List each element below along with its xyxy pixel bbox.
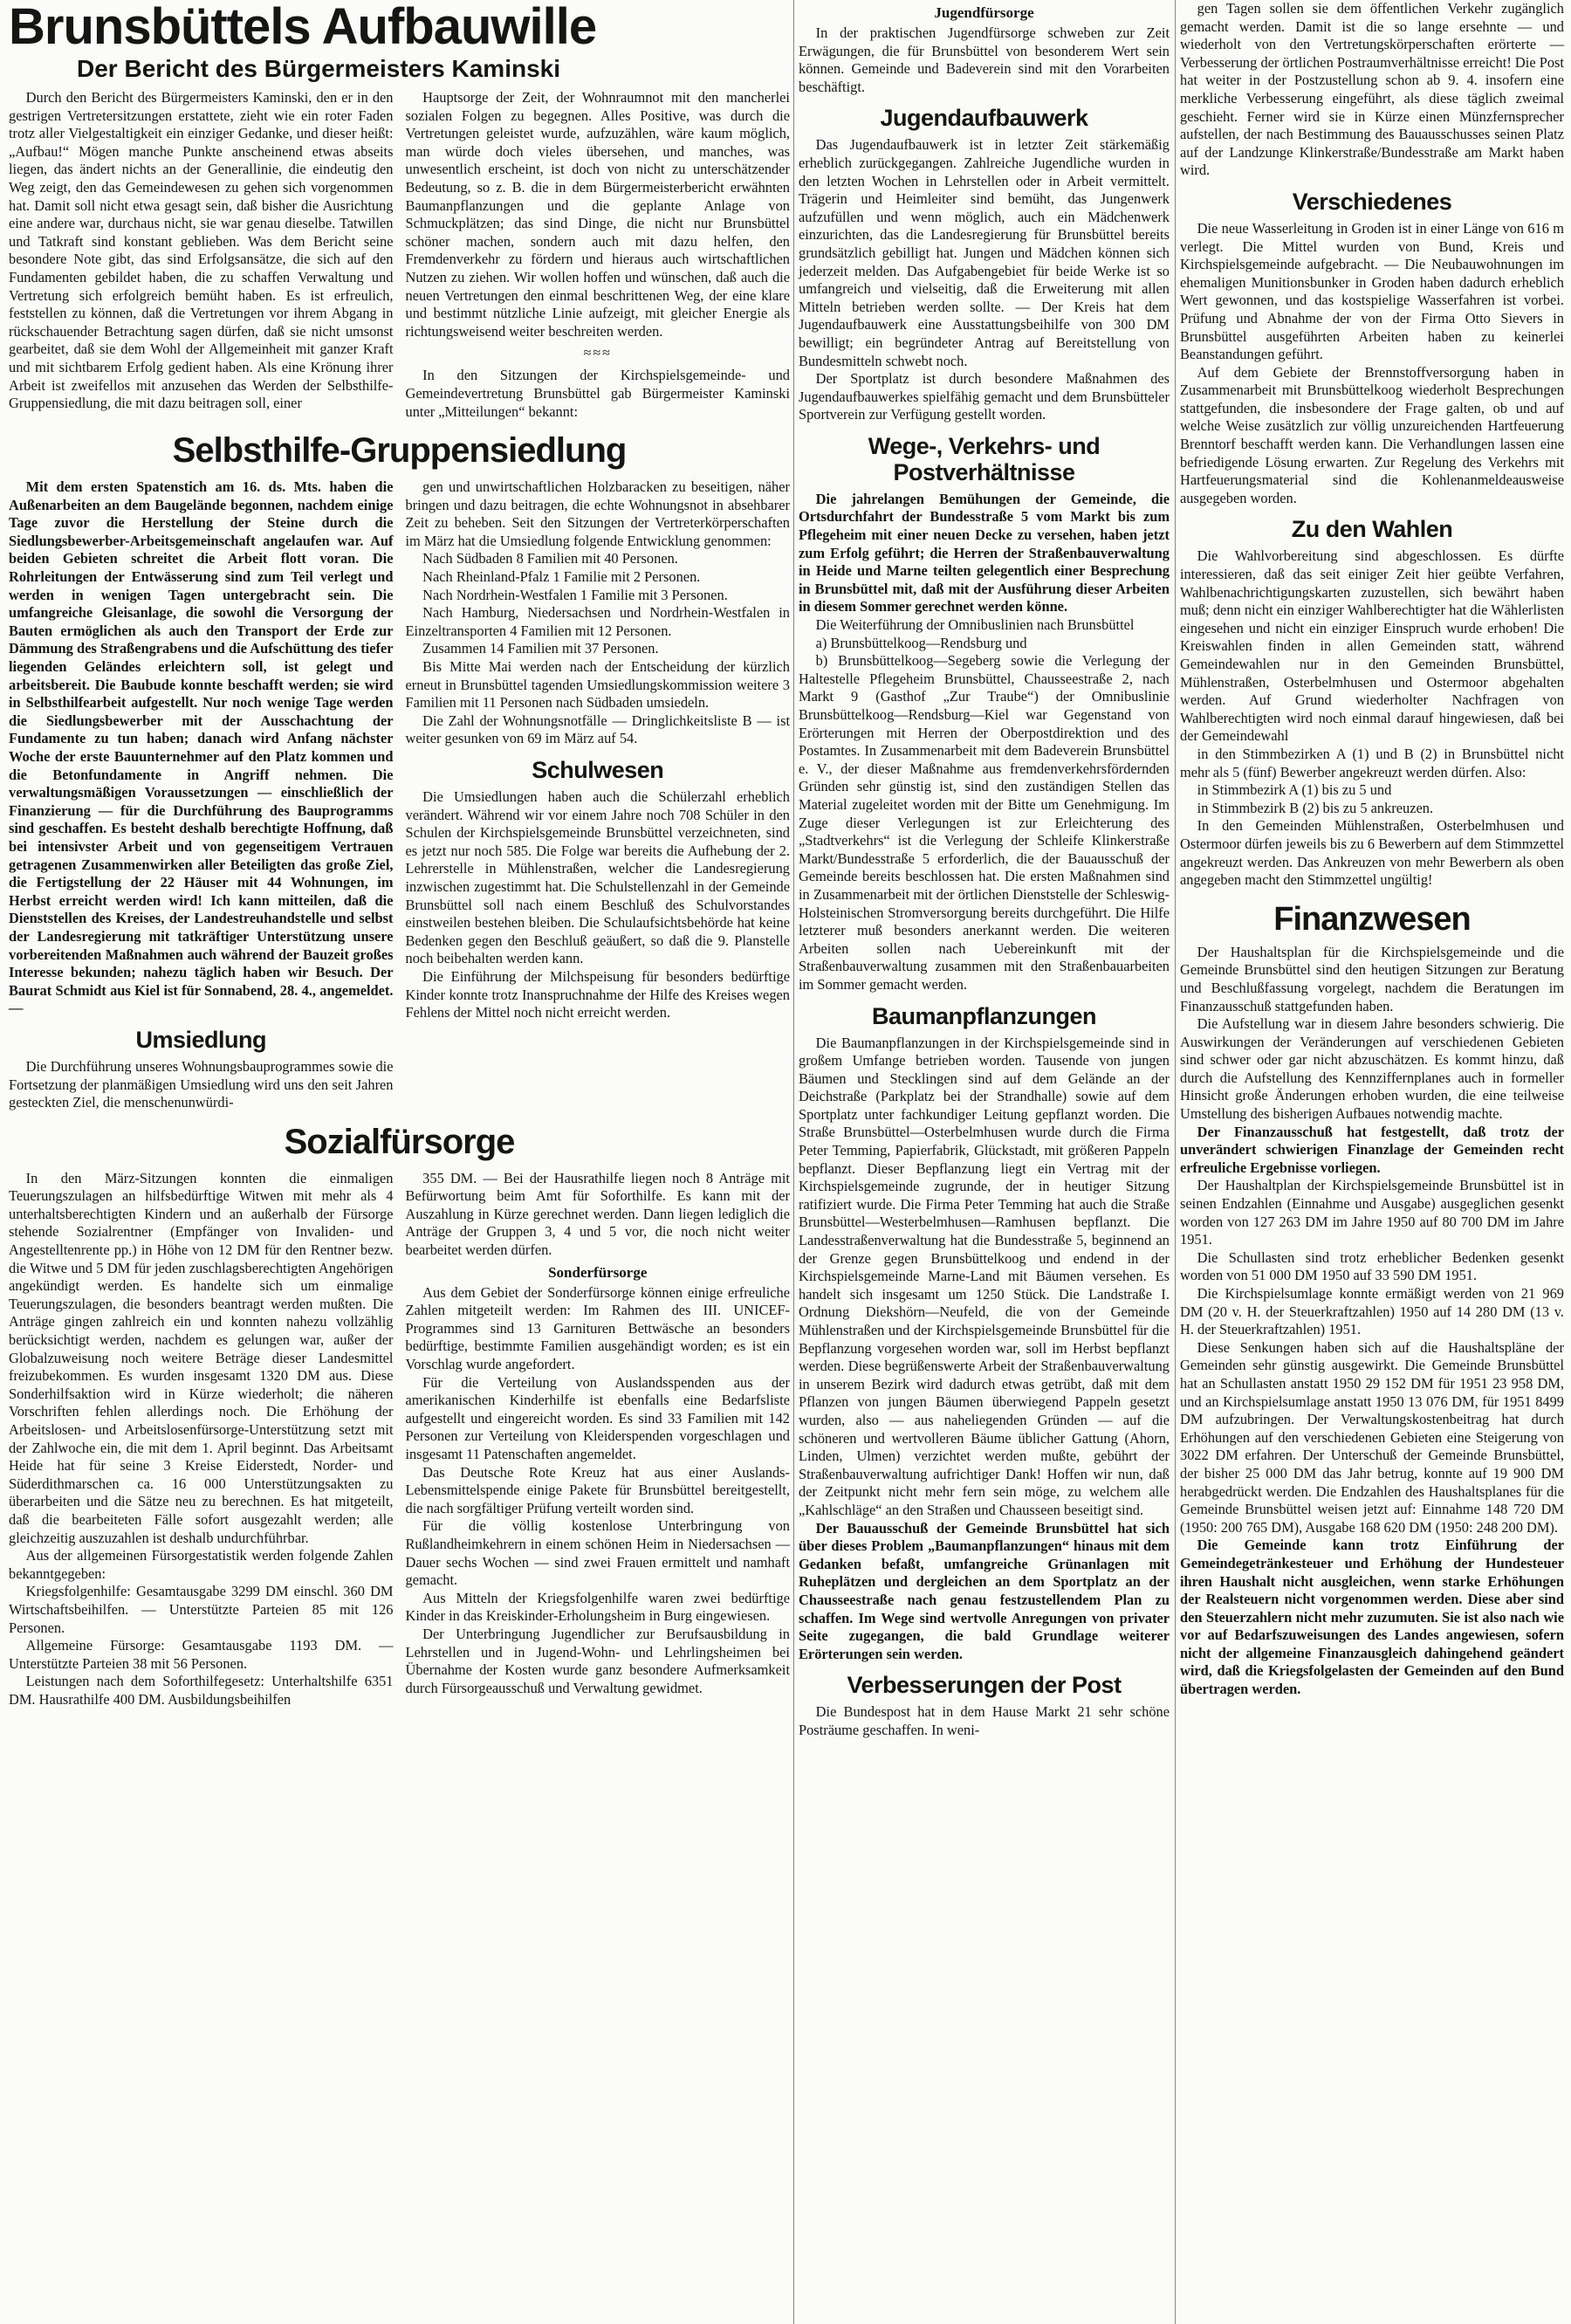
section-heading: Verschiedenes	[1292, 188, 1452, 215]
intro-column-1	[9, 89, 394, 421]
paragraph: Der Unterbringung Jugendlicher zur Berufsausbildung in Lehrstellen und in Jugend-Wohn- und Lehrlingsheimen bei Übernahme der Kosten wurde ganz besondere Aufmerksamkeit durch Fürsorgeausschuß und Verwaltung gewidmet.	[405, 1625, 790, 1696]
paragraph: Kriegsfolgenhilfe: Gesamtausgabe 3299 DM einschl. 360 DM Wirtschaftsbeihilfen. — Unterstützte Parteien 85 mit 126 Personen.	[9, 1583, 394, 1636]
section-heading: Baumanpflanzungen	[871, 1002, 1096, 1029]
paragraph: Mit dem ersten Spatenstich am 16. ds. Mts. haben die Außenarbeiten an dem Baugelände begonnen, nachdem einige Tage zuvor die Herstellung der Steine durch die Siedlungsbewerber-Arbeitsgemeinschaft angelaufen war. Auf beiden Gebieten schreitet die Arbeit flott voran. Die Rohrleitungen der Entwässerung sind zum Teil verlegt und werden in wenigen Tagen untergebracht sein. Die umfangreiche Gleisanlage, die sowohl die Versorgung der Bauten ermöglichen als auch den Transport der Erde zur Dämmung des Straßengrabens und die Aufschüttung des tiefer liegenden Geländes erleichtern soll, ist gelegt und arbeitsbereit. Die Baubude konnte beschafft werden; sie wird in Selbsthilfearbeit aufgestellt. Nur noch wenige Tage werden die Siedlungsbewerber mit der Ausschachtung der Fundamente zu tun haben; danach wird Anfang nächster Woche der erste Bauunternehmer auf den Platz kommen und die Betonfundamente in Angriff nehmen. Die verwaltungsmäßigen Voraussetzungen — einschließlich der Finanzierung — für die Durchführung des Bauprogramms sind geschaffen. Es besteht deshalb berechtigte Hoffnung, daß bei intensivster Arbeit und von gegenseitigem Vertrauen getragenen Zusammenwirken aller Beteiligten das große Ziel, die Fertigstellung der 22 Häuser mit 44 Wohnungen, im Herbst erreicht werden wird! Ich kann mitteilen, daß die Dienststellen des Kreises, der Landestreuhandstelle und selbst der Landesregierung mit tatkräftiger Unterstützung unsere vorbereitenden Maßnahmen auch während der Bauzeit großes Interesse bekunden; nahezu täglich haben wir Besuch. Der Baurat Schmidt aus Kiel ist für Sonnabend, 28. 4., angemeldet. —	[9, 478, 394, 1017]
paragraph: Die jahrelangen Bemühungen der Gemeinde, die Ortsdurchfahrt der Bundesstraße 5 vom Markt bis zum Pflegeheim mit einer neuen Decke zu versehen, haben jetzt zum Erfolg geführt; die Herren der Straßenbauverwaltung in Heide und Marne teilten gelegentlich einer Besprechung in Brunsbüttel mit, daß mit der Ausführung dieser Arbeiten in diesem Sommer gerechnet werden könne.	[799, 490, 1170, 615]
paragraph: Diese Senkungen haben sich auf die Haushaltspläne der Gemeinden sehr günstig ausgewirkt. Die Gemeinde Brunsbüttel hat an Schullasten anstatt 1950 29 152 DM für 1951 23 958 DM, und an Kirchspielsumlage anstatt 1950 13 076 DM, für 1951 8499 DM aufzubringen. Der Verwaltungskostenbeitrag hat durch Erhöhungen auf den verschiedenen Gebieten eine Steigerung von 3022 DM erfahren. Der Unterschuß der Gemeinde Brunsbüttel, der bisher 25 000 DM das Jahr betrug, konnte auf 19 900 DM herabgedrückt werden. Die Endzahlen des Haushaltsplanes für die Gemeinde Brunsbüttel weisen jetzt auf: Einnahme 148 720 DM (1950: 200 765 DM), Ausgabe 168 620 DM (1950: 248 200 DM).	[1180, 1338, 1564, 1536]
paragraph: Leistungen nach dem Soforthilfegesetz: Unterhaltshilfe 6351 DM. Hausrathilfe 400 DM. Ausbildungsbeihilfen	[9, 1673, 394, 1708]
paragraph: Das Jugendaufbauwerk ist in letzter Zeit stärkemäßig erheblich zurückgegangen. Zahlreiche Jugendliche wurden in den letzten Wochen in Lehrstellen oder in Arbeit vermittelt. Trägerin und Heimleiter sind bemüht, das Jungenwerk aufzufüllen und wenn möglich, auch ein Mädchenwerk einzurichten, das die Landesregierung für Brunsbüttel bereits grundsätzlich gebilligt hat. Jungen und Mädchen können sich jederzeit melden. Das Aufgabengebiet für beide Werke ist so umfangreich und vielseitig, daß die Erweiterung mit allen Mitteln betrieben werden sollte. — Der Kreis hat dem Jugendaufbauwerk eine Ausstattungsbeihilfe von 300 DM bewilligt; ein begründeter Antrag auf Bereitstellung von Bundesmitteln schwebt noch.	[799, 136, 1170, 369]
section-heading: Zu den Wahlen	[1291, 516, 1453, 543]
paragraph: In den Gemeinden Mühlenstraßen, Osterbelmhusen und Ostermoor dürfen jeweils bis zu 6 Bewerbern auf dem Stimmzettel angekreuzt werden. Das Ankreuzen von mehr Bewerbern als oben angegeben macht den Stimmzettel ungültig!	[1180, 817, 1564, 889]
section-heading: Finanzwesen	[1273, 900, 1471, 938]
paragraph: Die Einführung der Milchspeisung für besonders bedürftige Kinder konnte trotz Inanspruchnahme der Hilfe des Kreises wegen Fehlens der Mittel noch nicht erreicht werden.	[405, 967, 790, 1021]
paragraph: Nach Südbaden 8 Familien mit 40 Personen.	[422, 550, 678, 567]
paragraph: Die Zahl der Wohnungsnotfälle — Dringlichkeitsliste B — ist weiter gesunken von 69 im März auf 54.	[405, 712, 790, 747]
section-heading: Umsiedlung	[135, 1026, 266, 1053]
paragraph: Zusammen 14 Familien mit 37 Personen.	[422, 640, 659, 657]
paragraph: Das Deutsche Rote Kreuz hat aus einer Auslands-Lebensmittelspende einige Pakete für Brunsbüttel bereitgestellt, die nach sorgfältiger Prüfung verteilt worden sind.	[405, 1463, 790, 1516]
paragraph: Die Umsiedlungen haben auch die Schülerzahl erheblich verändert. Während wir vor einem Jahre noch 708 Schüler in den Schulen der Kirchspielsgemeinde Brunsbüttel verzeichneten, sind es jetzt nur noch 585. Die Folge war bereits die Aufhebung der 2. Lehrerstelle in Mühlenstraßen, welcher die Landesregierung inzwischen zugestimmt hat. Die Schulstellenzahl in der Gemeinde Brunsbüttel soll nach einem Beschluß des Schulvorstandes einstweilen bestehen bleiben. Die Schulaufsichtsbehörde hat keine Bedenken gegen den Beschluß geäußert, so daß die 9. Planstelle noch beibehalten werden kann.	[405, 788, 790, 967]
paragraph: in Stimmbezirk A (1) bis zu 5 und	[1197, 781, 1392, 799]
section-heading: Schulwesen	[532, 757, 664, 783]
paragraph: in Stimmbezirk B (2) bis zu 5 ankreuzen.	[1197, 799, 1434, 816]
paragraph: Die Durchführung unseres Wohnungsbauprogrammes sowie die Fortsetzung der planmäßigen Umsiedlung wird uns den seit Jahren gesteckten Ziel, die menschenunwürdi-	[9, 1057, 394, 1111]
paragraph: Die Kirchspielsumlage konnte ermäßigt werden von 21 969 DM (20 v. H. der Steuerkraftzahlen) 1950 auf 14 280 DM (13 v. H. der Steuerkraftzahlen) 1951.	[1180, 1285, 1564, 1338]
paragraph: in den Stimmbezirken A (1) und B (2) in Brunsbüttel nicht mehr als 5 (fünf) Bewerber angekreuzt werden dürfen. Also:	[1180, 745, 1564, 780]
paragraph: Der Sportplatz ist durch besondere Maßnahmen des Jugendaufbauwerkes spielfähig gemacht und dem Brunsbütteler Sportverein zur Verfügung gestellt worden.	[799, 370, 1170, 423]
paragraph: Die Wahlvorbereitung sind abgeschlossen. Es dürfte interessieren, daß das seit einiger Zeit hier geübte Verfahren, Wahlbenachrichtigungskarten zuzustellen, sich bewährt haben muß; denn nicht ein einziger Wahlberechtigter hat die Wählerlisten eingesehen und nicht ein einziger Einspruch wurde erhoben! Die Kreiswahlen finden in allen Gemeinden statt, während Gemeindewahlen nur in den Gemeinden Brunsbüttel, Mühlenstraßen, Osterbelmhusen und Ostermoor abgehalten werden. Auf Grund wiederholter Nachfragen von Wahlberechtigten wird noch einmal darauf hingewiesen, daß bei der Gemeindewahl	[1180, 547, 1564, 745]
paragraph: b) Brunsbüttelkoog—Segeberg sowie die Verlegung der Haltestelle Pflegeheim Brunsbüttel, Chausseestraße 2, nach Markt 9 (Gasthof „Zur Traube“) der Omnibuslinie Brunsbüttelkoog—Rendsburg—Kiel war Gegenstand von Erörterungen mit Herren der Oberpostdirektion und des Postamtes. In Zusammenarbeit mit dem Badeverein Brunsbüttel e. V., der dieser Maßnahme aus fremdenverkehrsfördernden Gründen sehr günstig ist, sind den zuständigen Stellen das Material zugeleitet worden mit der Bitte um Genehmigung. Im Zuge dieser Verlegungen ist zur Erleichterung des „Stadtverkehrs“ ist die Verlegung der Schleife Klinkerstraße Markt/Bundesstraße 5 erforderlich, die der Bauausschuß der Gemeinde bereits beschlossen hat. Die ersten Maßnahmen sind in Zusammenarbeit mit der örtlichen Dienststelle der Schleswig-Holsteinischen Stromversorgung bereits durchgeführt. Die Hilfe letzterer muß besonders anerkannt werden. Die weiteren Arbeiten sollen nach Uebereinkunft mit der Straßenbauverwaltung zusammen mit den Straßenbauarbeiten im Sommer gemacht werden.	[799, 652, 1170, 993]
paragraph: Die Baumanpflanzungen in der Kirchspielsgemeinde sind in großem Umfange betrieben worden. Tausende von jungen Bäumen und Stecklingen sind auf dem Gelände an der Deichstraße (Parkplatz bei der Strandhalle) sowie auf dem Sportplatz unter fachkundiger Leitung gepflanzt worden. Die Straße Brunsbüttel—Osterbelmhusen wurde durch die Firma Peter Temming, Papierfabrik, Glückstadt, mit größeren Pappeln bepflanzt. Dieser Bepflanzung liegt ein Vertrag mit der Kirchspielsgemeinde zugrunde, der in heutiger Sitzung ratifiziert wurde. Die Firma Peter Temming hat auch die Straße Brunsbüttel—Westerbelmhusen—Ramhusen bepflanzt. Die Landesstraßenverwaltung hat die Bundesstraße 5, beginnend an der Grenze gegen Brunsbüttelkoog und endend in der Kirchspielsgemeinde Marne-Land mit Bäumen versehen. Es handelt sich insgesamt um 1250 Stück. Die Landstraße I. Ordnung Diekshörn—Neufeld, die von der Gemeinde Mühlenstraßen und der Kirchspielsgemeinde Brunsbüttel für die Bepflanzung vorgesehen worden war, soll im Herbst bepflanzt werden. Diese begrüßenswerte Arbeit der Straßenbauverwaltung in unserem Bezirk wird dadurch etwas getrübt, daß mit dem Pflanzen von jungen Bäumen überwiegend Pappeln gesetzt wurden, also — aus naheliegenden Gründen — auf die schöneren und wertvolleren Bäume üblicher Gattung (Ahorn, Linden, Ulmen) verzichtet werden mußte, gebührt der Straßenbauverwaltung aufrichtiger Dank! Hoffen wir nun, daß der Zeitpunkt nicht mehr fern sein möge, zu welchem alle „Kahlschläge“ an den Straßen und Chausseen beseitigt sind.	[799, 1034, 1170, 1518]
paragraph: Aus dem Gebiet der Sonderfürsorge können einige erfreuliche Zahlen mitgeteilt werden: Im Rahmen des III. UNICEF-Programmes sind 13 Garnituren Bettwäsche an besonders bedürftige, bestimmte Familien ausgehändigt worden; es ist ein Vorschlag wurde angefordert.	[405, 1283, 790, 1373]
paragraph: Für die völlig kostenlose Unterbringung von Rußlandheimkehrern in einem schönen Heim in Niedersachsen — Dauer sechs Wochen — sind zwei Frauen ermittelt und namhaft gemacht.	[405, 1517, 790, 1589]
paragraph: Nach Rheinland-Pfalz 1 Familie mit 2 Personen.	[422, 568, 701, 586]
section-heading: Sonderfürsorge	[548, 1263, 648, 1281]
paragraph: Aus der allgemeinen Fürsorgestatistik werden folgende Zahlen bekanntgegeben:	[9, 1547, 394, 1582]
paragraph: Durch den Bericht des Bürgermeisters Kaminski, den er in den gestrigen Vertretersitzungen erstattete, zieht wie ein roter Faden trotz aller Vielgestaltigkeit ein einziger Gedanke, und dieser heißt: „Aufbau!“ Mögen manche Punkte anscheinend etwas abseits liegen, das ändert nichts an der Generallinie, die eindeutig den Weg zeigt, den das Gemeindewesen zu gehen sich vorgenommen hat. Damit soll nicht etwa gesagt sein, daß bisher die Ausrichtung eine andere war, durchaus nicht, sie war genau dieselbe. Tatwillen und Tatkraft sind konstant geblieben. Was dem Bericht seine besondere Note gibt, das sind Erfolgsansätze, die sich auf den Fundamenten gebildet haben, die zu schaffen Verwaltung und Vertretung sich erfolgreich bemüht haben. Es ist erfreulich, feststellen zu können, daß die Vertretungen vor ihrem Abgang in rückschauender Betrachtung sagen dürfen, daß sie nicht umsonst gearbeitet, daß sie dem Wohl der Allgemeinheit mit ganzer Kraft und mit sichtbarem Erfolg gedient haben. Als eine Krönung ihrer Arbeit ist zweifellos mit anzusehen das Werden der Selbsthilfe-Gruppensiedlung, die mit dazu beitragen soll, einer	[9, 89, 394, 412]
selbsthilfe-columns	[9, 478, 790, 1112]
paragraph: Der Haushaltsplan für die Kirchspielsgemeinde und die Gemeinde Brunsbüttel sind den heutigen Sitzungen zur Beratung und Beschlußfassung vorgelegt, nachdem die Beratungen im Finanzausschuß stattgefunden haben.	[1180, 943, 1564, 1014]
paragraph: Auf dem Gebiete der Brennstoffversorgung haben in Zusammenarbeit mit Brunsbüttelkoog wiederholt Besprechungen stattgefunden, die insbesondere der Frage galten, ob und auf welche Weise zusätzlich zur völlig unzureichenden Hartfeuerung Brenntorf beschafft werden kann. Die Verhandlungen lassen eine befriedigende Lösung erwarten. Zur Regelung des Verkehrs mit Hartfeuerungsmaterial sind die Kohlenanmeldeausweise ausgegeben worden.	[1180, 363, 1564, 506]
section-heading: Verbesserungen der Post	[847, 1672, 1122, 1699]
selbsthilfe-column-2	[406, 478, 791, 1112]
paragraph: Die Gemeinde kann trotz Einführung der Gemeindegetränkesteuer und Erhöhung der Hundesteuer ihren Haushalt nicht ausgleichen, wenn starke Erhöhungen der Realsteuern nicht vorgenommen werden. Diese aber sind den Steuerzahlern nicht mehr zuzumuten. Sie ist also nach wie vor auf Bedarfszuweisungen des Landes angewiesen, sofern nicht der allgemeine Finanzausgleich dahingehend geändert wird, daß die Kriegsfolgelasten der Gemeinden auf den Bund übertragen werden.	[1180, 1537, 1564, 1698]
intro-columns	[9, 89, 790, 421]
column-rule	[793, 0, 794, 2324]
sozial-column-1	[9, 1170, 394, 1709]
paragraph: Für die Verteilung von Auslandsspenden aus der amerikanischen Kinderhilfe ist ebenfalls eine Bedarfsliste aufgestellt und eingereicht worden. Es sind 33 Familien mit 142 Personen zur Verteilung von Kleiderspenden vorgeschlagen und insgesamt 11 Patenschaften angemeldet.	[405, 1373, 790, 1462]
paragraph: Die Schullasten sind trotz erheblicher Bedenken gesenkt worden von 51 000 DM 1950 auf 33 590 DM 1951.	[1180, 1248, 1564, 1284]
section-heading: Wege-, Verkehrs- und Postverhältnisse	[868, 432, 1101, 485]
section-heading-selbsthilfe: Selbsthilfe-Gruppensiedlung	[172, 431, 627, 471]
section-heading-sozialfuersorge: Sozialfürsorge	[284, 1122, 515, 1161]
paragraph: Allgemeine Fürsorge: Gesamtausgabe 1193 DM. — Unterstützte Parteien 38 mit 56 Personen.	[9, 1637, 394, 1672]
paragraph: gen und unwirtschaftlichen Holzbaracken zu beseitigen, näher bringen und dazu beitragen, die echte Wohnungsnot in absehbarer Zeit zu beheben. Seit den Sitzungen der Vertreterkörperschaften im März hat die Umsiedlung folgende Entwicklung genommen:	[405, 478, 790, 549]
paragraph: In den Sitzungen der Kirchspielsgemeinde- und Gemeindevertretung Brunsbüttel gab Bürgermeister Kaminski unter „Mitteilungen“ bekannt:	[405, 367, 790, 420]
column-3	[799, 0, 1170, 1739]
lead-article	[9, 0, 790, 1709]
paragraph: Nach Hamburg, Niedersachsen und Nordrhein-Westfalen in Einzeltransporten 4 Familien mit 12 Personen.	[405, 604, 790, 639]
selbsthilfe-column-1	[9, 478, 394, 1112]
paragraph: Hauptsorge der Zeit, der Wohnraumnot mit den mancherlei sozialen Folgen zu begegnen. Alles Positive, was durch die Vertretungen geleistet wurde, aufzuzählen, wäre kaum möglich, man würde doch vieles übersehen, und manches, was unwesentlich erscheint, ist doch von nicht zu unterschätzender Bedeutung, so z. B. die in dem Bürgermeisterbericht erwähnten Baumanpflanzungen und die geplante Anlage von Schmuckplätzen; das sind Dinge, die nicht nur Brunsbüttel schöner machen, sondern auch mit dazu helfen, den Fremdenverkehr zu fördern und hieraus auch wirtschaftlichen Nutzen zu ziehen. Wir wollen hoffen und wünschen, daß auch die neuen Vertretungen den einmal beschrittenen Weg, der eine klare und bestimmt nützliche Linie aufzeigt, mit gleicher Energie als richtungsweisend weiter beschreiten werden.	[405, 89, 790, 340]
paragraph: Die Bundespost hat in dem Hause Markt 21 sehr schöne Posträume geschaffen. In weni-	[799, 1703, 1170, 1738]
paragraph: In der praktischen Jugendfürsorge schweben zur Zeit Erwägungen, die für Brunsbüttel von besonderem Wert sein können. Gemeinde und Badeverein sind mit den Vorarbeiten beschäftigt.	[799, 24, 1170, 95]
sozial-columns	[9, 1170, 790, 1709]
column-4	[1180, 0, 1564, 1699]
paragraph: Der Finanzausschuß hat festgestellt, daß trotz der unverändert schwierigen Finanzlage der Gemeinden recht erfreuliche Ergebnisse vorliegen.	[1180, 1123, 1564, 1176]
paragraph: Die Aufstellung war in diesem Jahre besonders schwierig. Die Auswirkungen der Veränderungen auf verschiedenen Gebieten sind schwer oder gar nicht abzuschätzen. Es kommt hinzu, daß durch die Aufstellung des Kennziffernplanes auch in formeller Hinsicht große Änderungen erhoben wurden, die eine teilweise Umstellung des bisherigen Aufbaues notwendig machte.	[1180, 1015, 1564, 1123]
sozial-column-2	[406, 1170, 791, 1709]
paragraph: a) Brunsbüttelkoog—Rendsburg und	[815, 634, 1027, 651]
paragraph: Aus Mitteln der Kriegsfolgenhilfe waren zwei bedürftige Kinder in das Kreiskinder-Erholungsheim in Burg eingewiesen.	[405, 1589, 790, 1625]
paragraph: 355 DM. — Bei der Hausrathilfe liegen noch 8 Anträge mit Befürwortung beim Amt für Soforthilfe. Es kann mit der Auszahlung in Kürze gerechnet werden. Dann liegen lediglich die Anträge der Gruppen 3, 4 und 5 vor, die noch nicht weiter bearbeitet werden dürfen.	[405, 1169, 790, 1259]
paragraph: Die neue Wasserleitung in Groden ist in einer Länge von 616 m verlegt. Die Mittel wurden von Bund, Kreis und Kirchspielsgemeinde aufgebracht. — Die Neubauwohnungen im ehemaligen Munitionsbunker in Groden haben dadurch erheblich Wert gewonnen, und das kostspielige Wasserfahren ist vorbei. Prüfung und Abnahme der von der Firma Otto Sievers in Brunsbüttel ausgeführten Arbeiten haben zu keinerlei Beanstandungen geführt.	[1180, 219, 1564, 363]
subtitle: Der Bericht des Bürgermeisters Kaminski	[77, 55, 560, 82]
paragraph: Der Haushaltplan der Kirchspielsgemeinde Brunsbüttel ist in seinen Endzahlen (Einnahme und Ausgabe) ausgeglichen gesenkt worden von 127 263 DM im Jahre 1950 auf 80 700 DM im Jahre 1951.	[1180, 1177, 1564, 1248]
headline: Brunsbüttels Aufbauwille	[9, 0, 597, 55]
paragraph: Nach Nordrhein-Westfalen 1 Familie mit 3 Personen.	[422, 586, 728, 603]
section-heading: Jugendfürsorge	[934, 4, 1034, 21]
section-heading: Jugendaufbauwerk	[880, 105, 1088, 132]
paragraph: Die Weiterführung der Omnibuslinien nach Brunsbüttel	[815, 616, 1135, 634]
paragraph: gen Tagen sollen sie dem öffentlichen Verkehr zugänglich gemacht werden. Damit ist die so lange ersehnte — und wiederholt von den Vertretungskörperschaften erörterte — Verbesserung der örtlichen Postraumverhältnisse erreicht! Die Post hat weiter in der Postzustellung schon ab 9. 4. insofern eine merkliche Verbesserung eingeführt, als diese täglich zweimal geschieht. Ferner wird sie in Kürze einen Münzfernsprecher aufstellen, der nach Bestimmung des Bauausschusses seinen Platz auf der Landzunge Klinkerstraße/Bundesstraße am Markt haben wird.	[1180, 0, 1564, 179]
paragraph: Bis Mitte Mai werden nach der Entscheidung der kürzlich erneut in Brunsbüttel tagenden Umsiedlungskommission weitere 3 Familien mit 11 Personen nach Südbaden umsiedeln.	[405, 658, 790, 712]
paragraph: Der Bauausschuß der Gemeinde Brunsbüttel hat sich über dieses Problem „Baumanpflanzungen“ hinaus mit dem Gedanken befaßt, umfangreiche Grünanlagen mit Ruheplätzen und dergleichen an dem Sportplatz an der Chausseestraße nach genau festzustellendem Plan zu schaffen. Im Wege sind wertvolle Anregungen von privater Seite zugegangen, die bald Grundlage weiterer Erörterungen sein werden.	[799, 1519, 1170, 1662]
paragraph: In den März-Sitzungen konnten die einmaligen Teuerungszulagen an hilfsbedürftige Witwen mit mehr als 4 unterhaltsberechtigten Kindern und an außerhalb der Fürsorge stehende Sozialrentner (Empfänger von Invaliden- und Angestelltenrente pp.) in Höhe von 12 DM für den Rentner bezw. die Witwe und 5 DM für jeden zuschlagsberechtigten Angehörigen angekündigt werden. Es handelte sich um einmalige Teuerungszulagen, die besonders beantragt werden mußten. Die Anträge gingen zahlreich ein und konnten nahezu vollzählig berücksichtigt werden, nachdem es gelungen war, außer der Globalzuweisung noch weitere Beträge dieser Landesmittel freizubekommen. Es wurden insgesamt 1320 DM aus. Diese Sonderhilfsaktion wird in Kürze wiederholt; die näheren Vorschriften fehlen allerdings noch. Die Erhöhung der Arbeitslosen- und Arbeitslosenfürsorge-Unterstützung setzt mit der Zahlwoche ein, die mit dem 1. April beginnt. Das Arbeitsamt Heide hat für seine 3 Kreise Eiderstedt, Norder- und Süderdithmarschen ca. 16 000 Unterstützungsakten zu überarbeiten und die Sätze neu zu berechnen. Es hat mitgeteilt, daß die bearbeiteten Fälle sofort ausgezahlt werden; alle gleichzeitig auszuzahlen ist deshalb undurchführbar.	[9, 1169, 394, 1546]
column-rule	[1175, 0, 1176, 2324]
intro-column-2	[406, 89, 791, 421]
separator: ≈≈≈	[583, 346, 612, 361]
